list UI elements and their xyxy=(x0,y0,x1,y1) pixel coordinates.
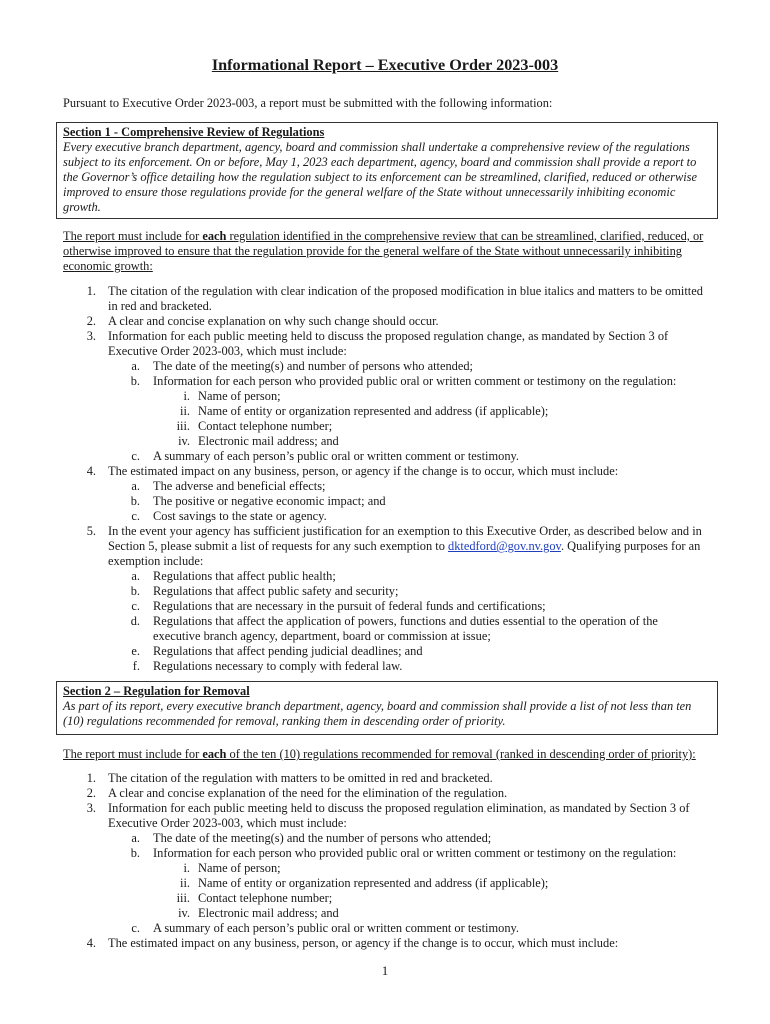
page-title: Informational Report – Executive Order 2023-003 xyxy=(211,56,559,74)
list-number: a. xyxy=(131,479,140,493)
list-number: a. xyxy=(131,359,140,373)
list-item xyxy=(0,569,770,584)
list-text: The adverse and beneficial effects; xyxy=(153,479,326,493)
list-number: 1. xyxy=(86,771,96,785)
list-number: c. xyxy=(131,599,140,613)
list-number: 3. xyxy=(86,329,96,343)
list-number: i. xyxy=(183,861,190,875)
list-item xyxy=(0,846,770,861)
list-item xyxy=(0,891,770,906)
list-text-post: . Qualifying purposes for an exemption include: xyxy=(108,539,701,568)
section2-list xyxy=(0,771,770,951)
page-number: 1 xyxy=(381,963,389,978)
list-text: A summary of each person’s public oral or written comment or testimony. xyxy=(153,449,520,463)
list-text: A summary of each person’s public oral or written comment or testimony. xyxy=(153,921,520,935)
section2-box xyxy=(56,681,718,735)
list-text: Name of entity or organization represented and address (if applicable); xyxy=(198,404,549,418)
list-item xyxy=(0,584,770,599)
list-text: The date of the meeting(s) and number of persons who attended; xyxy=(153,359,473,373)
list-number: 2. xyxy=(86,786,96,800)
list-number: i. xyxy=(183,389,190,403)
list-number: b. xyxy=(130,494,140,508)
list-text: Cost savings to the state or agency. xyxy=(153,509,327,523)
section1-req-post: regulation identified in the comprehensive review that can be streamlined, clarified, reduced, or otherwise improved to ensure that the regulation provide for the general welfare of the State without unnecessarily inhibiting economic growth: xyxy=(63,229,704,273)
section1-requirement xyxy=(63,229,711,274)
list-item xyxy=(0,479,770,494)
list-text: Regulations that affect the application of powers, functions and duties essential to the operation of the executive branch agency, department, board or commission at issue; xyxy=(153,614,658,643)
list-item xyxy=(0,614,770,644)
list-text: The citation of the regulation with matters to be omitted in red and bracketed. xyxy=(108,771,493,785)
list-number: b. xyxy=(130,584,140,598)
list-text: Information for each public meeting held to discuss the proposed regulation elimination, as mandated by Section 3 of Executive Order 2023-003, which must include: xyxy=(108,801,690,830)
list-number: a. xyxy=(131,831,140,845)
list-number: b. xyxy=(130,374,140,388)
email-link[interactable]: dktedford@gov.nv.gov xyxy=(448,539,561,553)
list-text: Regulations that affect public health; xyxy=(153,569,336,583)
list-number: c. xyxy=(131,509,140,523)
list-text: Information for each public meeting held to discuss the proposed regulation change, as mandated by Section 3 of Executive Order 2023-003, which must include: xyxy=(108,329,669,358)
list-number: 4. xyxy=(86,464,96,478)
list-text xyxy=(108,524,708,569)
list-item xyxy=(0,786,770,801)
list-item xyxy=(0,801,770,831)
list-text: Contact telephone number; xyxy=(198,419,333,433)
list-item xyxy=(0,936,770,951)
list-number: iii. xyxy=(176,419,190,433)
list-number: 4. xyxy=(86,936,96,950)
list-text: The citation of the regulation with clear indication of the proposed modification in blue italics and matters to be omitted in red and bracketed. xyxy=(108,284,703,313)
list-item xyxy=(0,434,770,449)
list-number: f. xyxy=(132,659,140,673)
list-item xyxy=(0,284,770,314)
list-text: Name of person; xyxy=(198,861,281,875)
list-text: Information for each person who provided public oral or written comment or testimony on the regulation: xyxy=(153,846,677,860)
list-item xyxy=(0,509,770,524)
list-text: Regulations that affect pending judicial deadlines; and xyxy=(153,644,423,658)
list-number: iv. xyxy=(178,434,190,448)
list-number: 3. xyxy=(86,801,96,815)
list-number: d. xyxy=(130,614,140,628)
list-item xyxy=(0,404,770,419)
list-item xyxy=(0,599,770,614)
list-text: Regulations necessary to comply with federal law. xyxy=(153,659,403,673)
list-text: Electronic mail address; and xyxy=(198,434,339,448)
list-text: The positive or negative economic impact; and xyxy=(153,494,386,508)
list-text: Name of person; xyxy=(198,389,281,403)
section1-req-pre: The report must include for xyxy=(63,229,203,243)
intro-paragraph: Pursuant to Executive Order 2023-003, a report must be submitted with the following information: xyxy=(63,96,553,110)
list-item xyxy=(0,314,770,329)
list-number: 5. xyxy=(86,524,96,538)
section2-heading: Section 2 – Regulation for Removal xyxy=(63,684,250,698)
list-number: 1. xyxy=(86,284,96,298)
section1-heading: Section 1 - Comprehensive Review of Regulations xyxy=(63,125,325,139)
section1-req-bold: each xyxy=(202,229,227,243)
list-item xyxy=(0,359,770,374)
list-number: ii. xyxy=(180,404,190,418)
list-number: a. xyxy=(131,569,140,583)
section2-body: As part of its report, every executive branch department, agency, board and commission shall provide a list of not less than ten (10) regulations recommended for removal, ranking them in descending order of priority. xyxy=(63,699,692,728)
section2-req-pre: The report must include for xyxy=(63,747,203,761)
list-text: Regulations that are necessary in the pursuit of federal funds and certifications; xyxy=(153,599,546,613)
section1-list xyxy=(0,284,770,674)
section1-body: Every executive branch department, agency, board and commission shall undertake a comprehensive review of the regulations subject to its enforcement. On or before, May 1, 2023 each department, agency, board and commission shall provide a report to the Governor’s office detailing how the regulation subject to its enforcement can be streamlined, clarified, reduced or otherwise improved to ensure those regulations provide for the general welfare of the State without unnecessarily inhibiting economic growth. xyxy=(63,140,697,214)
list-item xyxy=(0,449,770,464)
list-item xyxy=(0,389,770,404)
list-item xyxy=(0,644,770,659)
list-text: Name of entity or organization represented and address (if applicable); xyxy=(198,876,549,890)
list-item xyxy=(0,659,770,674)
list-number: ii. xyxy=(180,876,190,890)
list-item xyxy=(0,419,770,434)
list-text: Regulations that affect public safety and security; xyxy=(153,584,399,598)
list-item xyxy=(0,329,770,359)
list-text: Electronic mail address; and xyxy=(198,906,339,920)
section2-req-bold: each xyxy=(202,747,227,761)
list-item xyxy=(0,374,770,389)
list-number: 2. xyxy=(86,314,96,328)
list-text: A clear and concise explanation of the need for the elimination of the regulation. xyxy=(108,786,508,800)
list-text: The date of the meeting(s) and the number of persons who attended; xyxy=(153,831,492,845)
list-item xyxy=(0,861,770,876)
list-number: iii. xyxy=(176,891,190,905)
list-item xyxy=(0,771,770,786)
list-text: The estimated impact on any business, person, or agency if the change is to occur, which must include: xyxy=(108,464,619,478)
list-text: A clear and concise explanation on why such change should occur. xyxy=(108,314,439,328)
list-text-pre: In the event your agency has sufficient justification for an exemption to this Executive Order, as described below and in Section 5, please submit a list of requests for any such exemption to xyxy=(108,524,702,553)
section1-box xyxy=(56,122,718,219)
section2-req-post: of the ten (10) regulations recommended for removal (ranked in descending order of priority): xyxy=(226,747,696,761)
list-item xyxy=(0,831,770,846)
list-item xyxy=(0,876,770,891)
list-item xyxy=(0,524,770,569)
list-number: c. xyxy=(131,449,140,463)
list-number: c. xyxy=(131,921,140,935)
list-text: Information for each person who provided public oral or written comment or testimony on the regulation: xyxy=(153,374,677,388)
list-text: Contact telephone number; xyxy=(198,891,333,905)
list-item xyxy=(0,906,770,921)
list-text: The estimated impact on any business, person, or agency if the change is to occur, which must include: xyxy=(108,936,619,950)
list-number: b. xyxy=(130,846,140,860)
list-number: iv. xyxy=(178,906,190,920)
list-item xyxy=(0,921,770,936)
section2-requirement xyxy=(63,747,711,762)
list-item xyxy=(0,464,770,479)
list-item xyxy=(0,494,770,509)
list-number: e. xyxy=(131,644,140,658)
